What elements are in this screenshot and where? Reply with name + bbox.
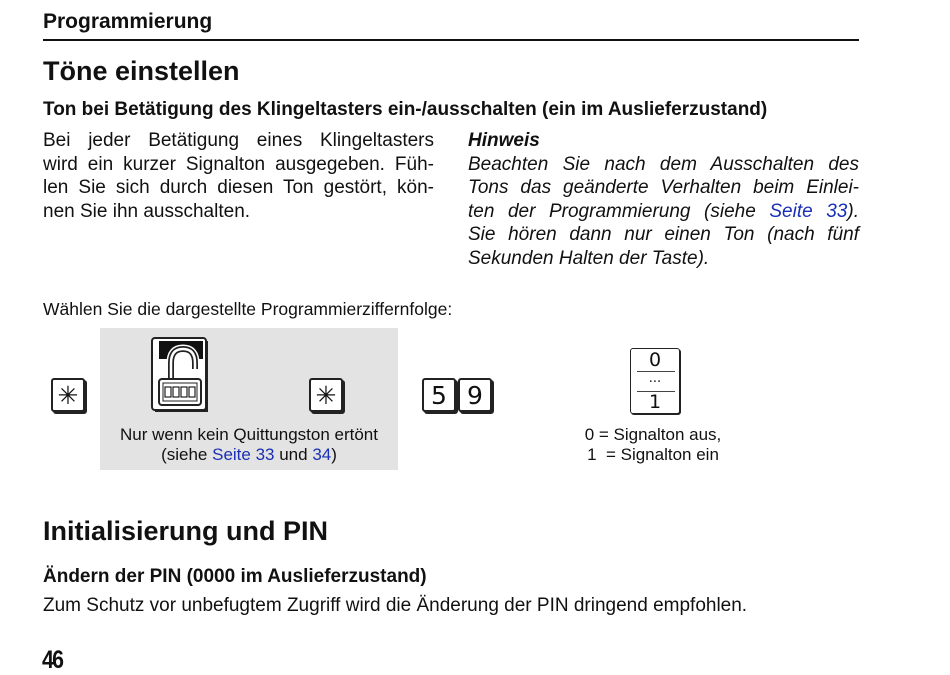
page-number: 46	[42, 646, 63, 674]
note-line: Sekunden Halten der Taste).	[468, 247, 710, 269]
unlock-key	[151, 337, 209, 413]
box-caption-line	[100, 445, 398, 465]
heading-tone-settings: Töne einstellen	[43, 56, 240, 86]
description-line: Bei jeder Betätigung eines Klingeltasters	[43, 130, 434, 151]
box-caption	[100, 425, 398, 465]
selector-ellipsis: ...	[648, 371, 662, 386]
section-header: Programmierung	[43, 10, 213, 33]
note-line: Tons das geänderte Verhalten beim Einlei-	[468, 177, 859, 198]
unlock-icon	[151, 337, 209, 413]
note-line: Sie hören dann nur einen Ton (nach fünf	[468, 224, 859, 245]
subheading-change-pin: Ändern der PIN (0000 im Auslieferzustand)	[43, 566, 427, 587]
note-line-text: ten der Programmierung (siehe	[468, 200, 770, 222]
selector-value-0: 0	[648, 349, 662, 371]
selector-value-1: 1	[648, 391, 662, 413]
tone-description	[43, 129, 434, 223]
subheading-bell-tone: Ton bei Betätigung des Klingeltasters ein-/ausschalten (ein im Auslieferzustand)	[43, 99, 768, 120]
note-line-text: ).	[847, 200, 859, 222]
digit-5-key	[422, 378, 456, 412]
digit-9-key	[458, 378, 492, 412]
star-icon: ✳	[57, 380, 79, 410]
description-line: wird ein kurzer Signalton ausgegeben. Füh-	[43, 153, 434, 175]
selector-legend	[563, 425, 743, 465]
description-line: len Sie sich durch diesen Ton gestört, kön-	[43, 177, 434, 198]
caption-text: (siehe	[161, 445, 213, 464]
description-line: nen Sie ihn ausschalten.	[43, 200, 251, 222]
sequence-instruction: Wählen Sie die dargestellte Programmierziffernfolge:	[43, 299, 453, 319]
page-33-link[interactable]: Seite 33	[769, 200, 848, 222]
note-block	[468, 129, 859, 270]
caption-text: und	[274, 445, 313, 464]
star-key	[309, 378, 343, 412]
caption-text: )	[331, 445, 337, 464]
page-34-link[interactable]: 34	[312, 445, 332, 464]
header-rule	[43, 39, 859, 41]
note-line: Beachten Sie nach dem Ausschalten des	[468, 153, 859, 175]
pin-description: Zum Schutz vor unbefugtem Zugriff wird die Änderung der PIN dringend empfohlen.	[43, 595, 748, 616]
digit-9-label: 9	[467, 380, 483, 410]
legend-line: 1 = Signalton ein	[587, 445, 719, 464]
legend-line: 0 = Signalton aus,	[584, 425, 722, 444]
star-icon: ✳	[315, 380, 337, 410]
star-key	[51, 378, 85, 412]
heading-initialization: Initialisierung und PIN	[43, 516, 329, 546]
box-caption-line: Nur wenn kein Quittungston ertönt	[120, 425, 378, 444]
page-33-link[interactable]: Seite 33	[212, 445, 275, 464]
note-title: Hinweis	[468, 130, 540, 151]
note-line	[468, 200, 859, 224]
digit-5-label: 5	[431, 380, 447, 410]
value-selector-key	[630, 348, 680, 414]
